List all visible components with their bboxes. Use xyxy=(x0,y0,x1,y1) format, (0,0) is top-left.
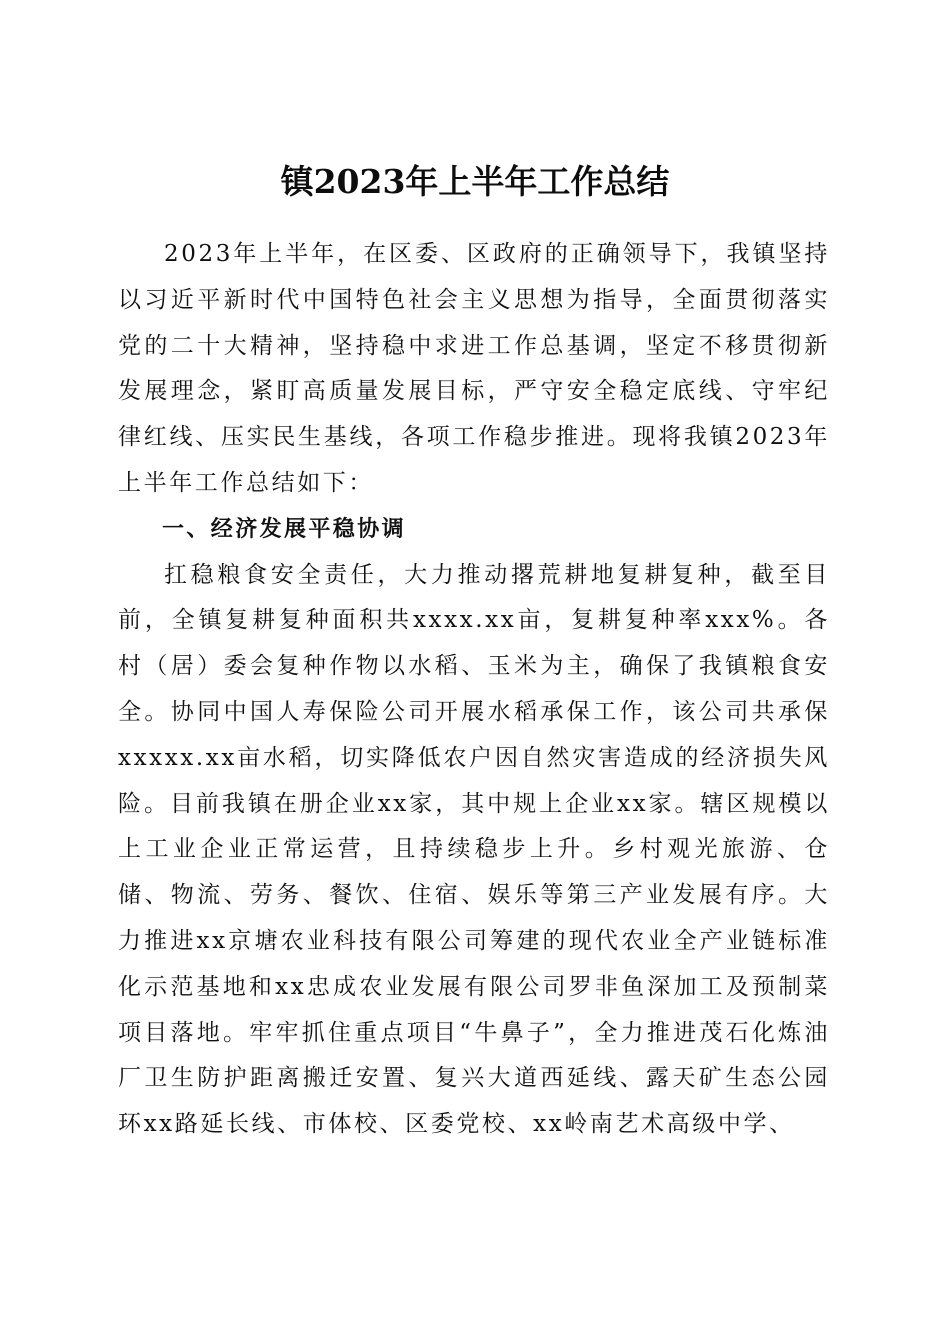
section-paragraph-economy: 扛稳粮食安全责任，大力推动撂荒耕地复耕复种，截至目前，全镇复耕复种面积共xxxx.xx亩，复耕复种率xxx%。各村（居）委会复种作物以水稻、玉米为主，确保了我镇粮食安全。协同中国人寿保险公司开展水稻承保工作，该公司共承保xxxxx.xx亩水稻，切实降低农户因自然灾害造成的经济损失风险。目前我镇在册企业xx家，其中规上企业xx家。辖区规模以上工业企业正常运营，且持续稳步上升。乡村观光旅游、仓储、物流、劳务、餐饮、住宿、娱乐等第三产业发展有序。大力推进xx京塘农业科技有限公司筹建的现代农业全产业链标准化示范基地和xx忠成农业发展有限公司罗非鱼深加工及预制菜项目落地。牢牢抓住重点项目“牛鼻子”，全力推进茂石化炼油厂卫生防护距离搬迁安置、复兴大道西延线、露天矿生态公园环xx路延长线、市体校、区委党校、xx岭南艺术高级中学、 xyxy=(118,561,830,1138)
section-heading-economy: 一、经济发展平稳协调 xyxy=(162,516,407,542)
intro-paragraph: 2023年上半年，在区委、区政府的正确领导下，我镇坚持以习近平新时代中国特色社会主义思想为指导，全面贯彻落实党的二十大精神，坚持稳中求进工作总基调，坚定不移贯彻新发展理念，紧盯高质量发展目标，严守安全稳定底线、守牢纪律红线、压实民生基线，各项工作稳步推进。现将我镇2023年上半年工作总结如下： xyxy=(118,241,830,496)
document-body xyxy=(118,232,830,1148)
document-title: 镇2023年上半年工作总结 xyxy=(280,162,670,202)
